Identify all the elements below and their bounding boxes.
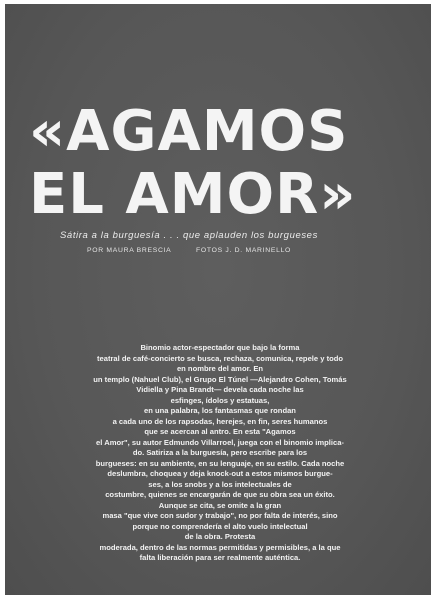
body-line: que se acercan al antro. En esta "Agamos: [144, 427, 296, 436]
body-line: Binomio actor-espectador que bajo la forma: [140, 343, 300, 352]
body-line: el Amor", su autor Edmundo Villarroel, juega con el binomio implica-: [96, 437, 344, 447]
credits: [87, 247, 291, 254]
subtitle: Sátira a la burguesía . . . que aplauden los burgueses: [60, 230, 318, 241]
body-line: de la obra. Protesta: [184, 532, 256, 541]
body-line: teatral de café-concierto se busca, rechaza, comunica, repele y todo: [96, 353, 344, 363]
body-line: falta liberación para ser realmente auténtica.: [139, 553, 301, 562]
body-line: masa "que vive con sudor y trabajo", no por falta de interés, sino: [102, 511, 338, 520]
printed-sheet: [5, 4, 431, 595]
body-line: ses, a los snobs y a los intelectuales de: [148, 479, 292, 489]
byline: POR MAURA BRESCIA: [87, 247, 172, 254]
headline: [29, 100, 356, 226]
body-line: en una palabra, los fantasmas que rondan: [144, 406, 296, 415]
body-line: do. Satiriza a la burguesía, pero escribe para los: [132, 448, 308, 457]
body-line: esfinges, ídolos y estatuas,: [170, 395, 270, 405]
body-line: moderada, dentro de las normas permitidas y permisibles, a la que: [99, 542, 341, 552]
body-line: costumbre, quienes se encargarán de que su obra sea un éxito.: [105, 490, 335, 499]
body-line: deslumbra, choquea y deja knock-out a estos mismos burgue-: [107, 469, 333, 478]
photo-credit: FOTOS J. D. MARINELLO: [196, 247, 292, 254]
body-line: Aunque se cita, se omite a la gran: [158, 500, 282, 510]
body-line: un templo (Nahuel Club), el Grupo El Túnel —Alejandro Cohen, Tomás: [93, 374, 347, 384]
headline-line-2: EL AMOR»: [29, 162, 357, 227]
body-line: burgueses: en su ambiente, en su lenguaje, en su estilo. Cada noche: [95, 458, 345, 468]
body-line: porque no comprendería el alto vuelo intelectual: [132, 521, 308, 531]
body-line: a cada uno de los rapsodas, herejes, en fin, seres humanos: [112, 416, 328, 426]
body-line: en nombre del amor. En: [176, 364, 264, 373]
article-body: [25, 343, 415, 564]
body-line: Vidiella y Pina Brandt— devela cada noche las: [136, 385, 304, 394]
headline-line-1: «AGAMOS: [29, 99, 349, 164]
